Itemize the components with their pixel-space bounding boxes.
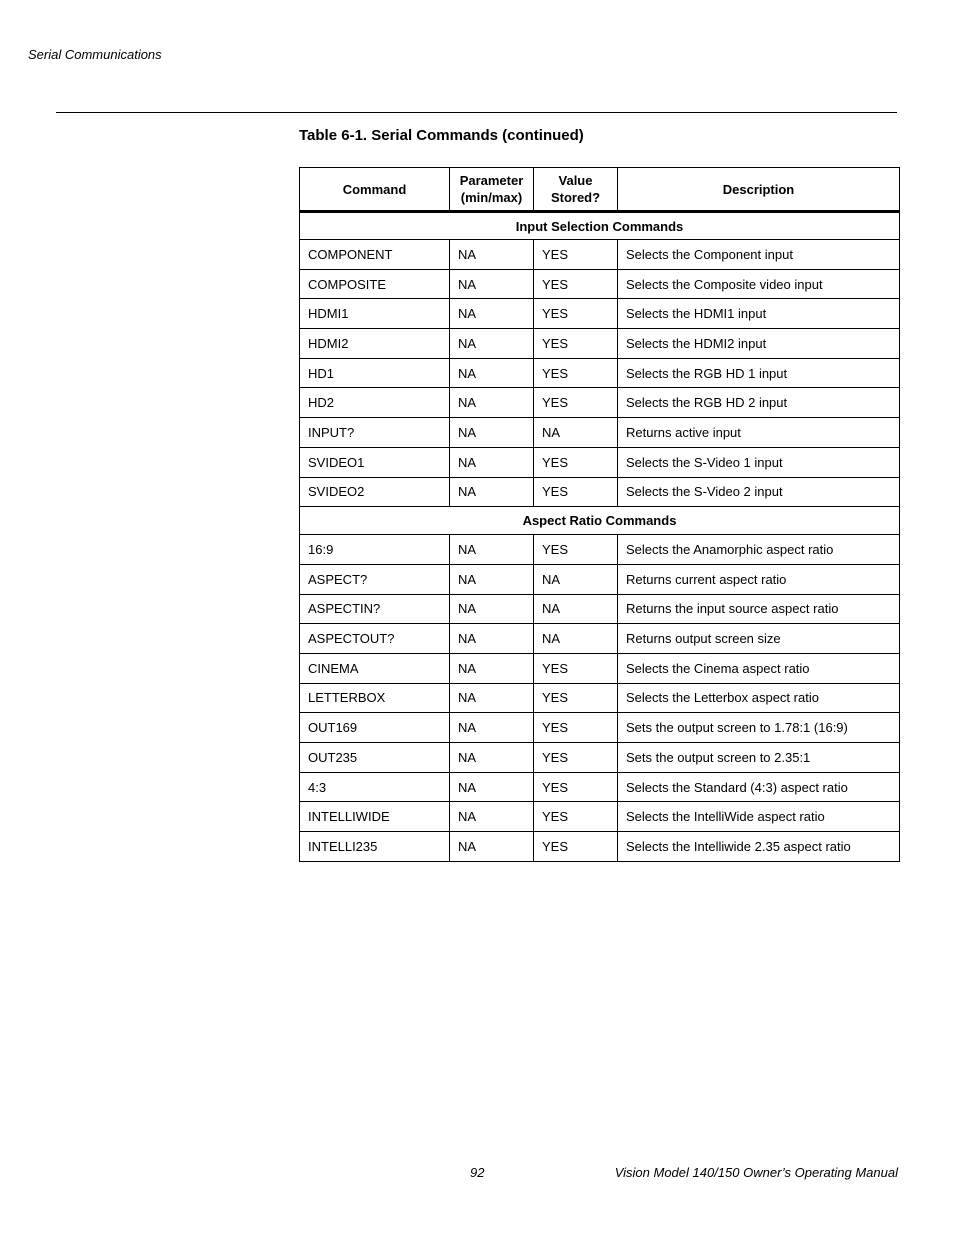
- section-heading-row: [300, 507, 900, 535]
- table-row: [300, 653, 900, 683]
- cell-parameter: NA: [450, 269, 534, 299]
- table-row: [300, 802, 900, 832]
- cell-command: 16:9: [300, 535, 450, 565]
- cell-command: OUT235: [300, 743, 450, 773]
- cell-value-stored: YES: [534, 240, 618, 270]
- cell-description: Selects the RGB HD 1 input: [618, 358, 900, 388]
- cell-command: ASPECTIN?: [300, 594, 450, 624]
- cell-command: ASPECTOUT?: [300, 624, 450, 654]
- table-row: [300, 683, 900, 713]
- column-header-description: Description: [618, 168, 900, 212]
- cell-parameter: NA: [450, 299, 534, 329]
- table-row: [300, 743, 900, 773]
- column-header-parameter: Parameter (min/max): [450, 168, 534, 212]
- cell-description: Selects the Composite video input: [618, 269, 900, 299]
- cell-description: Returns active input: [618, 418, 900, 448]
- cell-description: Selects the Intelliwide 2.35 aspect ratio: [618, 832, 900, 862]
- section-heading-row: [300, 212, 900, 240]
- table-row: [300, 447, 900, 477]
- cell-value-stored: YES: [534, 653, 618, 683]
- table-row: [300, 269, 900, 299]
- cell-command: COMPONENT: [300, 240, 450, 270]
- cell-value-stored: YES: [534, 269, 618, 299]
- cell-command: INTELLI235: [300, 832, 450, 862]
- cell-value-stored: YES: [534, 743, 618, 773]
- header-divider: [56, 112, 897, 113]
- cell-description: Returns output screen size: [618, 624, 900, 654]
- cell-command: INTELLIWIDE: [300, 802, 450, 832]
- cell-parameter: NA: [450, 743, 534, 773]
- column-header-command: Command: [300, 168, 450, 212]
- cell-command: INPUT?: [300, 418, 450, 448]
- cell-value-stored: YES: [534, 358, 618, 388]
- cell-command: HD2: [300, 388, 450, 418]
- cell-parameter: NA: [450, 477, 534, 507]
- cell-command: OUT169: [300, 713, 450, 743]
- table-row: [300, 564, 900, 594]
- table-row: [300, 358, 900, 388]
- cell-parameter: NA: [450, 447, 534, 477]
- cell-command: ASPECT?: [300, 564, 450, 594]
- cell-parameter: NA: [450, 418, 534, 448]
- table-row: [300, 594, 900, 624]
- table-row: [300, 535, 900, 565]
- cell-value-stored: NA: [534, 624, 618, 654]
- cell-parameter: NA: [450, 329, 534, 359]
- table-row: [300, 299, 900, 329]
- cell-command: SVIDEO1: [300, 447, 450, 477]
- manual-title: Vision Model 140/150 Owner’s Operating Manual: [614, 1165, 898, 1180]
- cell-value-stored: YES: [534, 447, 618, 477]
- cell-description: Returns current aspect ratio: [618, 564, 900, 594]
- cell-value-stored: NA: [534, 418, 618, 448]
- table-row: [300, 624, 900, 654]
- cell-description: Selects the Letterbox aspect ratio: [618, 683, 900, 713]
- cell-parameter: NA: [450, 535, 534, 565]
- cell-command: CINEMA: [300, 653, 450, 683]
- cell-parameter: NA: [450, 564, 534, 594]
- section-heading: Aspect Ratio Commands: [300, 507, 900, 535]
- page-number: 92: [470, 1165, 485, 1180]
- cell-description: Returns the input source aspect ratio: [618, 594, 900, 624]
- table-row: [300, 713, 900, 743]
- cell-description: Selects the S-Video 1 input: [618, 447, 900, 477]
- cell-value-stored: YES: [534, 683, 618, 713]
- serial-commands-table: [299, 167, 900, 862]
- cell-parameter: NA: [450, 832, 534, 862]
- table-row: [300, 772, 900, 802]
- cell-command: HDMI2: [300, 329, 450, 359]
- cell-description: Selects the HDMI2 input: [618, 329, 900, 359]
- table-row: [300, 477, 900, 507]
- cell-description: Selects the RGB HD 2 input: [618, 388, 900, 418]
- cell-description: Selects the HDMI1 input: [618, 299, 900, 329]
- cell-parameter: NA: [450, 240, 534, 270]
- cell-value-stored: YES: [534, 299, 618, 329]
- cell-description: Selects the S-Video 2 input: [618, 477, 900, 507]
- cell-parameter: NA: [450, 713, 534, 743]
- cell-value-stored: YES: [534, 832, 618, 862]
- cell-description: Selects the Component input: [618, 240, 900, 270]
- cell-description: Sets the output screen to 1.78:1 (16:9): [618, 713, 900, 743]
- cell-parameter: NA: [450, 802, 534, 832]
- cell-parameter: NA: [450, 388, 534, 418]
- table-title: Table 6-1. Serial Commands (continued): [299, 127, 584, 144]
- cell-command: SVIDEO2: [300, 477, 450, 507]
- cell-description: Selects the Anamorphic aspect ratio: [618, 535, 900, 565]
- cell-value-stored: YES: [534, 329, 618, 359]
- cell-value-stored: YES: [534, 802, 618, 832]
- cell-value-stored: YES: [534, 388, 618, 418]
- running-header: Serial Communications: [28, 47, 162, 62]
- cell-value-stored: NA: [534, 594, 618, 624]
- cell-command: COMPOSITE: [300, 269, 450, 299]
- cell-parameter: NA: [450, 594, 534, 624]
- table-body: [300, 212, 900, 862]
- table-row: [300, 418, 900, 448]
- table-header-row: [300, 168, 900, 212]
- section-heading: Input Selection Commands: [300, 212, 900, 240]
- cell-description: Selects the IntelliWide aspect ratio: [618, 802, 900, 832]
- cell-parameter: NA: [450, 772, 534, 802]
- table-row: [300, 388, 900, 418]
- cell-command: HD1: [300, 358, 450, 388]
- cell-parameter: NA: [450, 653, 534, 683]
- cell-value-stored: YES: [534, 772, 618, 802]
- table-row: [300, 329, 900, 359]
- cell-parameter: NA: [450, 358, 534, 388]
- cell-description: Selects the Cinema aspect ratio: [618, 653, 900, 683]
- cell-command: LETTERBOX: [300, 683, 450, 713]
- cell-description: Sets the output screen to 2.35:1: [618, 743, 900, 773]
- cell-parameter: NA: [450, 683, 534, 713]
- cell-description: Selects the Standard (4:3) aspect ratio: [618, 772, 900, 802]
- cell-value-stored: YES: [534, 535, 618, 565]
- table-row: [300, 832, 900, 862]
- column-header-value-stored: Value Stored?: [534, 168, 618, 212]
- cell-parameter: NA: [450, 624, 534, 654]
- cell-value-stored: YES: [534, 477, 618, 507]
- cell-command: 4:3: [300, 772, 450, 802]
- table-row: [300, 240, 900, 270]
- cell-command: HDMI1: [300, 299, 450, 329]
- cell-value-stored: YES: [534, 713, 618, 743]
- cell-value-stored: NA: [534, 564, 618, 594]
